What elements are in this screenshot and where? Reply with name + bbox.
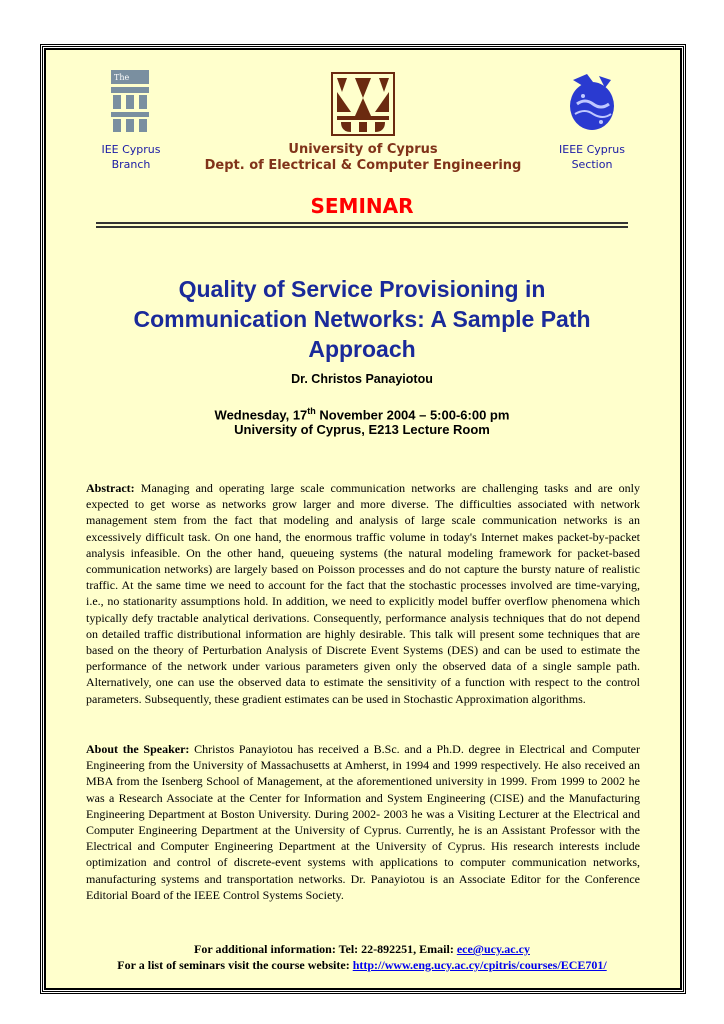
footer-website-text: For a list of seminars visit the course website: — [117, 958, 353, 972]
iee-label-line2: Branch — [111, 158, 151, 171]
iee-label-line1: IEE Cyprus — [101, 143, 161, 156]
title-line-1: Quality of Service Provisioning in — [178, 276, 546, 302]
date-text: Wednesday, 17 — [214, 407, 308, 423]
footer-website — [70, 957, 654, 973]
venue: University of Cyprus, E213 Lecture Room — [234, 422, 490, 437]
date-suffix: th — [307, 406, 316, 416]
speaker-bio-paragraph — [86, 741, 640, 903]
speaker-bio-label: About the Speaker: — [86, 742, 190, 756]
date-rest: November 2004 – 5:00-6:00 pm — [315, 407, 510, 423]
university-of-cyprus-logo-icon — [331, 72, 395, 136]
header-rule-bottom — [96, 226, 628, 228]
speaker-bio-text: Christos Panayiotou has received a B.Sc. and a Ph.D. degree in Electrical and Computer Engineering from the University of Massachusetts at Amherst, in 1994 and 1999 respectively. He also received an MBA from the Isenberg School of Management, at the aforementioned university in 1999. From 1999 to 2002 he was a Research Associate at the Center for Information and System Engineering (CISE) and the Manufacturing Engineering Department at Boston University. During 2002- 2003 he was a Visiting Lecturer at the Electrical and Computer Engineering Department at the University of Cyprus. Currently, he is an Assistant Professor with the Electrical and Computer Engineering Department at the University of Cyprus. His research interests include optimization and control of discrete-event systems with applications to computer communication networks, manufacturing systems and transportation networks. Dr. Panayiotou is an Associate Editor for the Conference Editorial Board of the IEEE Control Systems Society. — [86, 742, 640, 902]
seminar-heading: SEMINAR — [310, 194, 414, 218]
abstract-paragraph — [86, 480, 640, 707]
abstract-text: Managing and operating large scale communication networks are challenging tasks and are only expected to get worse as networks grow larger and more diverse. The difficulties associated with network management stem from the fact that modeling and analysis of large scale communication networks is an excessively difficult task. On one hand, the enormous traffic volume in today's Internet makes packet-by-packet analysis infeasible. On the other hand, queueing systems (the natural modeling framework for packet-based communication networks) are largely based on Poisson processes and do not capture the bursty nature of realistic traffic. At the same time we need to account for the fact that the stochastic processes involved are time-varying, i.e., no stationarity assumptions hold. In addition, we need to explicitly model buffer overflow phenomena which typically defy tractable analytical derivations. Consequently, performance analysis techniques that do not depend on detailed traffic distributional information are highly desirable. This talk will present some techniques that are based on the theory of Perturbation Analysis of Discrete Event Systems (DES) and can be used to estimate the performance of the network under various parameters given only the observed data of a single sample path. Alternatively, one can use the observed data to estimate the sensitivity of a function with respect to the control parameters. Subsequently, these gradient estimates can be used in Stochastic Approximation algorithms. — [86, 481, 640, 706]
title-line-2: Communication Networks: A Sample Path — [133, 306, 591, 332]
university-name: University of Cyprus — [288, 142, 438, 157]
footer-contact-text: For additional information: Tel: 22-892251, Email: — [194, 942, 457, 956]
ieee-cyprus-logo-icon — [563, 70, 621, 136]
header-rule-top — [96, 222, 628, 224]
course-website-link[interactable]: http://www.eng.ucy.ac.cy/cpitris/courses/ECE701/ — [352, 958, 607, 972]
talk-title — [64, 274, 660, 364]
iee-logo-text: The — [114, 73, 130, 82]
iee-logo-icon — [111, 70, 149, 134]
speaker-name: Dr. Christos Panayiotou — [291, 372, 433, 386]
ieee-label-line2: Section — [571, 158, 613, 171]
footer-contact — [70, 941, 654, 957]
abstract-label: Abstract: — [86, 481, 135, 495]
title-line-3: Approach — [308, 336, 416, 362]
ieee-label-line1: IEEE Cyprus — [559, 143, 625, 156]
email-link[interactable]: ece@ucy.ac.cy — [456, 942, 530, 956]
department-name: Dept. of Electrical & Computer Engineering — [204, 158, 522, 173]
